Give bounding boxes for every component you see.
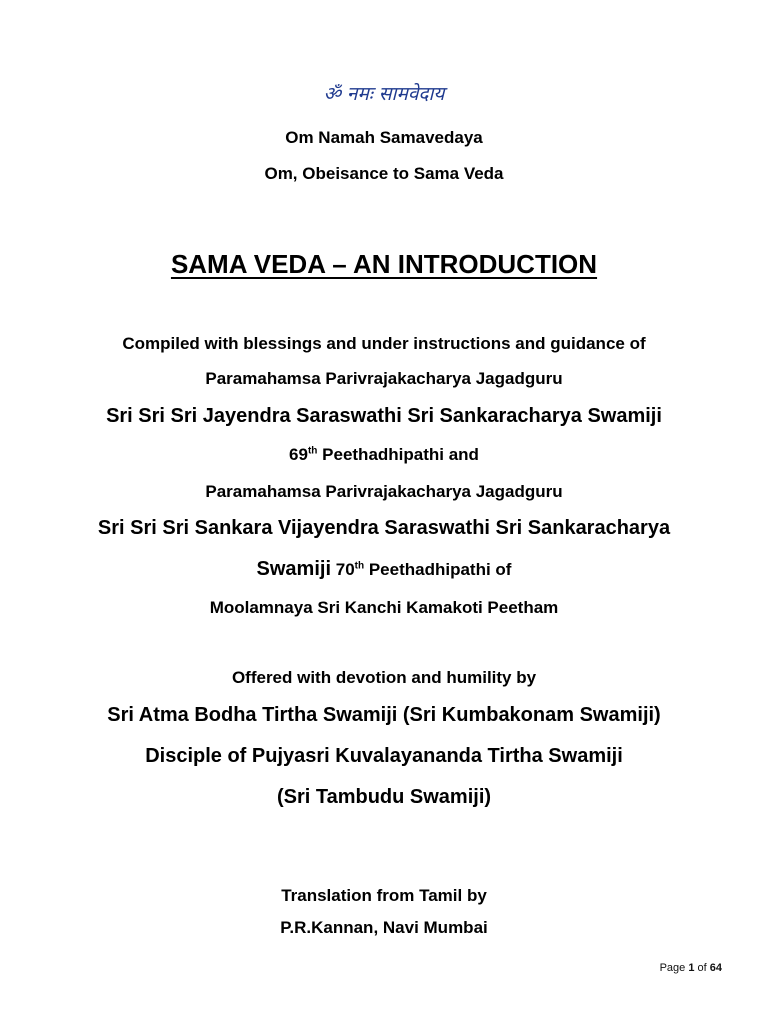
peethadhipathi-69-line	[0, 445, 768, 465]
invocation-transliteration: Om Namah Samavedaya	[285, 128, 483, 147]
page-current: 1	[688, 962, 695, 974]
translation-label: Translation from Tamil by	[281, 886, 487, 905]
ordinal-69-number: 69	[289, 445, 308, 464]
page-number	[660, 962, 722, 974]
ordinal-70-suffix: th	[354, 560, 365, 572]
peetham-name: Moolamnaya Sri Kanchi Kamakoti Peetham	[209, 598, 559, 617]
disciple-line: Disciple of Pujyasri Kuvalayananda Tirtha Swamiji	[145, 745, 623, 767]
page-total: 64	[709, 962, 722, 974]
name-jayendra: Sri Sri Sri Jayendra Saraswathi Sri Sankaracharya Swamiji	[106, 405, 662, 427]
page-of: of	[694, 962, 710, 974]
ordinal-70-number: 70	[331, 560, 355, 579]
honorific-2: Paramahamsa Parivrajakacharya Jagadguru	[205, 482, 563, 501]
ordinal-69-text: Peethadhipathi and	[317, 445, 479, 464]
swamiji-word: Swamiji	[256, 558, 332, 580]
offered-by-name: Sri Atma Bodha Tirtha Swamiji (Sri Kumbakonam Swamiji)	[107, 704, 661, 726]
offered-intro: Offered with devotion and humility by	[231, 668, 537, 687]
translator-name: P.R.Kannan, Navi Mumbai	[280, 918, 488, 937]
honorific-1: Paramahamsa Parivrajakacharya Jagadguru	[205, 369, 563, 388]
alias-line: (Sri Tambudu Swamiji)	[276, 786, 492, 808]
document-title: SAMA VEDA – AN INTRODUCTION	[170, 249, 598, 279]
page-word: Page	[659, 962, 689, 974]
peethadhipathi-70-line	[0, 558, 768, 581]
invocation-translation: Om, Obeisance to Sama Veda	[264, 164, 504, 183]
name-vijayendra-line1: Sri Sri Sri Sankara Vijayendra Saraswathi Sri Sankaracharya	[97, 517, 671, 539]
ordinal-69-suffix: th	[307, 445, 318, 457]
compiled-intro: Compiled with blessings and under instructions and guidance of	[122, 334, 646, 353]
sanskrit-invocation: ॐ नमः सामवेदाय	[323, 83, 445, 105]
ordinal-70-text: Peethadhipathi of	[364, 560, 512, 579]
